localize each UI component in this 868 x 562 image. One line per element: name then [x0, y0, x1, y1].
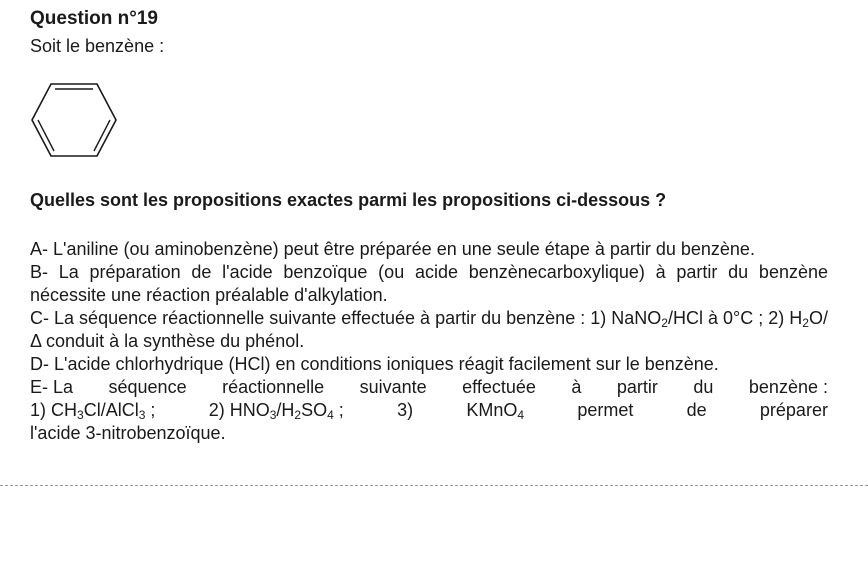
- step-text: Cl/AlCl: [83, 400, 139, 420]
- word: à: [571, 377, 582, 397]
- word: effectuée: [462, 377, 536, 397]
- reaction-step-2: [209, 399, 344, 422]
- subscript: 3: [77, 408, 84, 422]
- word: du: [693, 377, 714, 397]
- question-prompt: Quelles sont les propositions exactes parmi les propositions ci-dessous ?: [30, 190, 667, 210]
- step-text: KMnO: [466, 400, 518, 420]
- proposition-d: D- L'acide chlorhydrique (HCl) en conditions ioniques réagit facilement sur le benzène.: [30, 354, 719, 374]
- benzene-ring: [32, 84, 116, 156]
- reagent-kmno4: [466, 399, 524, 422]
- subscript: 4: [517, 408, 525, 422]
- question-title: Question n°19: [30, 8, 158, 29]
- word: préparer: [759, 400, 828, 420]
- proposition-e-line1: [30, 376, 828, 399]
- word: permet: [577, 400, 634, 420]
- subscript: 2: [661, 316, 668, 330]
- word: suivante: [359, 377, 427, 397]
- word: E- La: [30, 377, 74, 397]
- word: de: [686, 400, 707, 420]
- proposition-e: [30, 376, 828, 445]
- word: séquence: [108, 377, 187, 397]
- proposition-b: B- La préparation de l'acide benzoïque (ou acide benzènecarboxylique) à partir du benzène nécessite une réaction préalable d'alkylation.: [30, 262, 828, 305]
- proposition-c: [30, 307, 828, 353]
- step-text: SO: [301, 400, 328, 420]
- scan-artifact-line: [0, 485, 868, 486]
- proposition-c-text: C- La séquence réactionnelle suivante effectuée à partir du benzène : 1) NaNO: [30, 308, 662, 328]
- proposition-e-line2: [30, 399, 828, 422]
- word: benzène :: [748, 377, 828, 397]
- propositions-list: [30, 238, 828, 445]
- reaction-step-1: [30, 399, 155, 422]
- subscript: 2: [802, 316, 809, 330]
- step-text: ;: [145, 400, 156, 420]
- proposition-c-text: /HCl à 0°C ; 2) H: [667, 308, 803, 328]
- word: réactionnelle: [222, 377, 325, 397]
- proposition-c-text: O/Δ conduit à la synthèse du phénol.: [30, 308, 828, 351]
- reaction-step-3: 3): [397, 400, 414, 420]
- subscript: 4: [327, 408, 334, 422]
- word: partir: [616, 377, 658, 397]
- benzene-structure: [28, 78, 120, 162]
- step-text: ;: [333, 400, 344, 420]
- subscript: 3: [138, 408, 146, 422]
- step-text: 1) CH: [30, 400, 78, 420]
- subscript: 2: [294, 408, 302, 422]
- step-text: /H: [276, 400, 295, 420]
- subscript: 3: [269, 408, 277, 422]
- question-intro: Soit le benzène :: [30, 36, 165, 56]
- proposition-a: A- L'aniline (ou aminobenzène) peut être préparée en une seule étape à partir du benzène.: [30, 239, 755, 259]
- proposition-e-line3: l'acide 3-nitrobenzoïque.: [30, 423, 226, 443]
- step-text: 2) HNO: [208, 400, 270, 420]
